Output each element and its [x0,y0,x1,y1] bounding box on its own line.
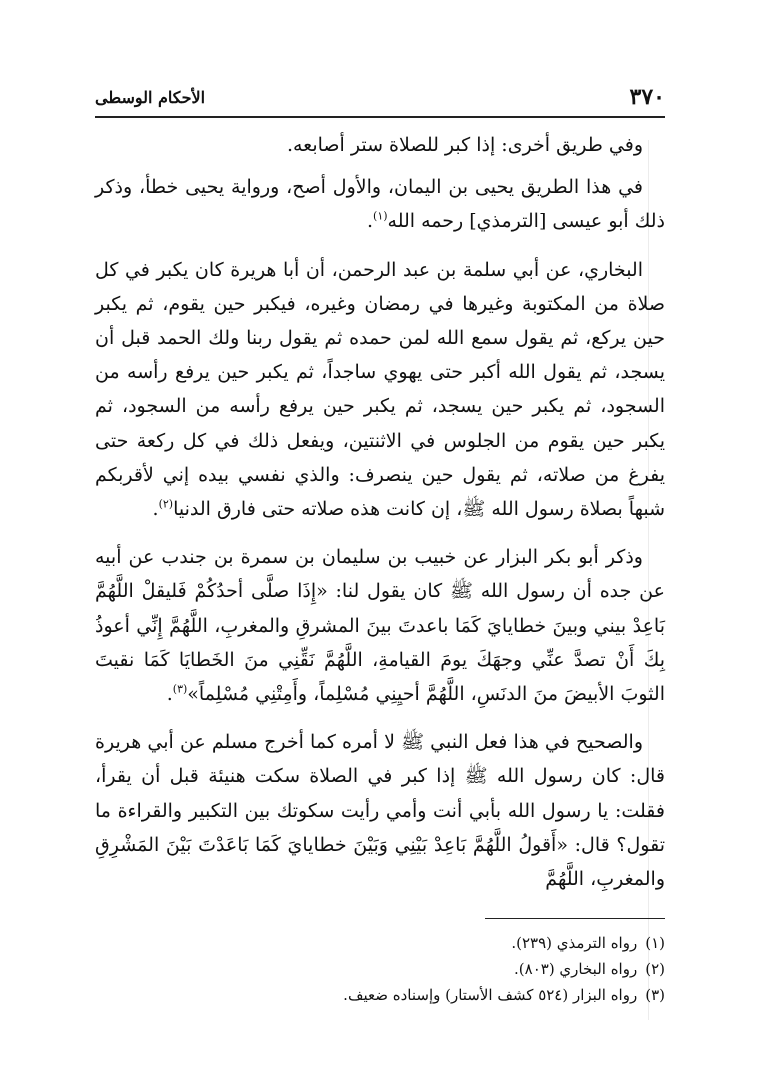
footnotes [95,930,665,1008]
footnote-1 [95,930,665,956]
footnote-text: رواه البزار (٥٢٤ كشف الأستار) وإسناده ضعيف. [343,986,638,1004]
footnote-ref-1: (١) [373,210,388,224]
footnote-number: (١) [645,934,665,952]
footnote-text: رواه الترمذي (٢٣٩). [511,934,638,952]
running-title: الأحكام الوسطى [95,88,206,107]
footnote-2 [95,956,665,982]
footnote-3 [95,982,665,1008]
paragraph-4: وذكر أبو بكر البزار عن خبيب بن سليمان بن سمرة بن جندب عن أبيه عن جده أن رسول الله ﷺ كان يقول لنا: «إِذَا صلَّى أحدُكُمْ فَليقلْ اللَّهُمَّ بَاعِدْ بيني وبينَ خطايايَ كَمَا باعدتَ بينَ المشرقِ والمغربِ، اللَّهُمَّ إِنِّي أعوذُ بِكَ أَنْ تصدَّ عنِّي وجهَكَ يومَ القيامةِ، اللَّهُمَّ نَقِّنِي منَ الخَطايَا كَمَا نقيتَ الثوبَ الأبيضَ منَ الدنَسِ، اللَّهُمَّ أحيِنِي مُسْلِماً، وأَمِتْنِي مُسْلِماً»$^{(٣)}$. [95,546,665,706]
footnote-number: (٢) [645,960,665,978]
paragraph-3: البخاري، عن أبي سلمة بن عبد الرحمن، أن أبا هريرة كان يكبر في كل صلاة من المكتوبة وغيرها في رمضان وغيره، فيكبر حين يقوم، ثم يكبر حين يركع، ثم يقول سمع الله لمن حمده ثم يقول ربنا ولك الحمد قبل أن يسجد، ثم يقول الله أكبر حتى يهوي ساجداً، ثم يكبر حين يرفع رأسه من السجود، ثم يكبر حين يسجد، ثم يكبر حين يرفع رأسه من السجود، ثم يكبر حين يقوم من الجلوس في الاثنتين، ويفعل ذلك في كل ركعة حتى يفرغ من صلاته، ثم يقول حين ينصرف: والذي نفسي بيده إني لأقربكم شبهاً بصلاة رسول الله ﷺ، إن كانت هذه صلاته حتى فارق الدنيا$^{(٢)}$. [95,258,665,521]
footnote-text: رواه البخاري (٨٠٣). [514,960,638,978]
footnote-separator [485,918,665,919]
main-text [95,128,665,896]
paragraph-1: وفي طريق أخرى: إذا كبر للصلاة ستر أصابعه. [286,134,643,156]
paragraph-5: والصحيح في هذا فعل النبي ﷺ لا أمره كما أخرج مسلم عن أبي هريرة قال: كان رسول الله ﷺ إذا كبر في الصلاة سكت هنيئة قبل أن يقرأ، فقلت: يا رسول الله بأبي أنت وأمي رأيت سكوتك بين التكبير والقراءة ما تقول؟ قال: «أَقولُ اللَّهُمَّ بَاعِدْ بَيْنِي وَبَيْنَ خطايايَ كَمَا بَاعَدْتَ بَيْنَ المَشْرِقِ والمغربِ، اللَّهُمَّ [95,731,665,891]
paragraph-2: في هذا الطريق يحيى بن اليمان، والأول أصح، ورواية يحيى خطأ، وذكر ذلك أبو عيسى [الترمذي] رحمه الله$^{(١)}$. [95,176,665,233]
footnote-number: (٣) [645,986,665,1004]
page-number: ٣٧٠ [629,84,665,110]
page-header [95,82,665,118]
footnote-ref-3: (٣) [172,682,188,696]
footnote-ref-2: (٢) [158,497,174,511]
